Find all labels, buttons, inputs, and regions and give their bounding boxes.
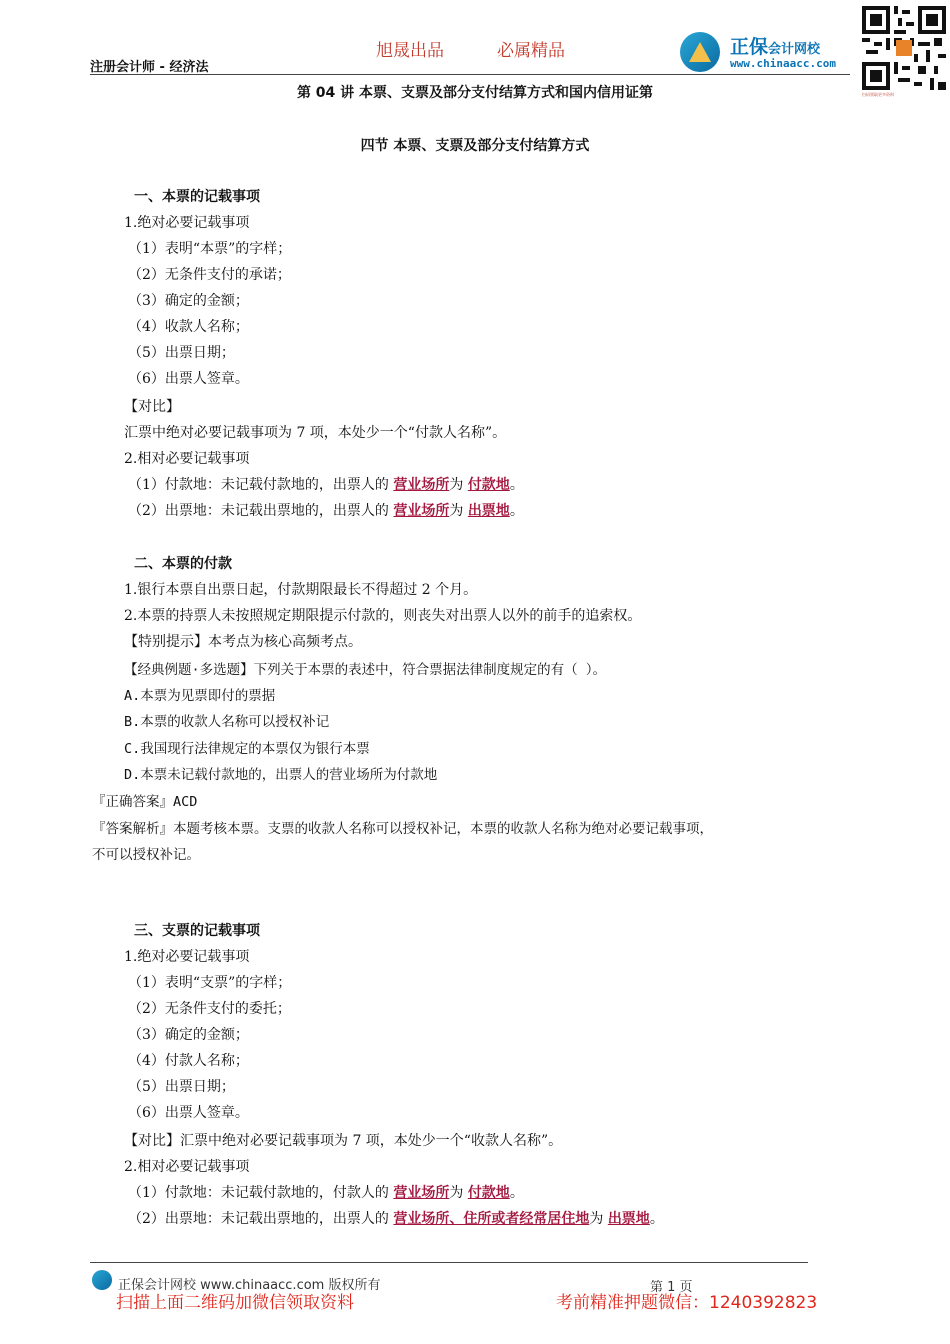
s2-p2: 2.本票的持票人未按照规定期限提示付款的，则丧失对出票人以外的前手的追索权。: [124, 608, 642, 624]
question-stem: 【经典例题·多选题】下列关于本票的表述中，符合票据法律制度规定的有（ ）。: [124, 662, 607, 678]
list-item: （2）无条件支付的委托；: [128, 1001, 291, 1017]
list-item: （4）付款人名称；: [128, 1053, 249, 1069]
s2-p3: 【特别提示】本考点为核心高频考点。: [124, 634, 362, 650]
option-c: C.我国现行法律规定的本票仅为银行本票: [124, 741, 370, 757]
logo-sub: 会计网校: [768, 42, 821, 57]
s3-relative-2: （2）出票地：未记载出票地的，出票人的 营业场所、住所或者经常居住地为 出票地。: [128, 1211, 664, 1227]
analysis-line-1: 『答案解析』本题考核本票。支票的收款人名称可以授权补记，本票的收款人名称为绝对必要记载事项，: [92, 821, 713, 837]
s1-sub2: 2.相对必要记载事项: [124, 451, 250, 467]
s1-heading: 一、本票的记载事项: [134, 189, 260, 205]
highlight-term: 营业场所: [393, 1185, 450, 1201]
footer-copyright: 正保会计网校 www.chinaacc.com 版权所有: [118, 1278, 381, 1293]
list-item: （1）表明“支票”的字样；: [128, 975, 292, 991]
footer-promo-left: 扫描上面二维码加微信领取资料: [116, 1293, 354, 1313]
footer-logo-icon: [92, 1270, 112, 1290]
s1-relative-2: （2）出票地：未记载出票地的，出票人的 营业场所为 出票地。: [128, 503, 524, 519]
s3-heading: 三、支票的记载事项: [134, 923, 260, 939]
list-item: （4）收款人名称；: [128, 319, 249, 335]
footer-divider: [90, 1262, 808, 1263]
list-item: （1）表明“本票”的字样；: [128, 241, 292, 257]
s1-sub1: 1.绝对必要记载事项: [124, 215, 250, 231]
logo-icon: [680, 32, 720, 72]
brand-logo: [680, 30, 860, 78]
logo-url: www.chinaacc.com: [730, 57, 836, 70]
highlight-term: 营业场所、住所或者经常居住地: [393, 1211, 590, 1227]
list-item: （3）确定的金额；: [128, 1027, 249, 1043]
highlight-term: 出票地: [467, 503, 510, 519]
option-d: D.本票未记载付款地的，出票人的营业场所为付款地: [124, 767, 438, 783]
page-number: 第 1 页: [650, 1280, 693, 1295]
list-item: （5）出票日期；: [128, 1079, 235, 1095]
s1-compare-text: 汇票中绝对必要记载事项为 7 项，本处少一个“付款人名称”。: [124, 425, 507, 441]
analysis-line-2: 不可以授权补记。: [92, 847, 200, 863]
s3-compare: 【对比】汇票中绝对必要记载事项为 7 项，本处少一个“收款人名称”。: [124, 1133, 563, 1149]
highlight-term: 付款地: [467, 477, 510, 493]
s2-p1: 1.银行本票自出票日起，付款期限最长不得超过 2 个月。: [124, 582, 478, 598]
logo-name: 正保: [730, 36, 769, 58]
qr-caption: 扫码领取更多资料: [862, 92, 894, 97]
s1-relative-1: （1）付款地：未记载付款地的，出票人的 营业场所为 付款地。: [128, 477, 524, 493]
s3-relative-1: （1）付款地：未记载付款地的，付款人的 营业场所为 付款地。: [128, 1185, 524, 1201]
highlight-term: 付款地: [467, 1185, 510, 1201]
qr-code-icon: [862, 6, 946, 90]
header-divider: [90, 74, 850, 75]
option-b: B.本票的收款人名称可以授权补记: [124, 714, 330, 730]
s3-sub1: 1.绝对必要记载事项: [124, 949, 250, 965]
lecture-title: 第 04 讲 本票、支票及部分支付结算方式和国内信用证第: [296, 85, 654, 101]
highlight-term: 营业场所: [393, 477, 450, 493]
s2-heading: 二、本票的付款: [134, 556, 232, 572]
list-item: （2）无条件支付的承诺；: [128, 267, 291, 283]
s3-sub2: 2.相对必要记载事项: [124, 1159, 250, 1175]
header-slogan-2: 必属精品: [497, 41, 565, 61]
list-item: （6）出票人签章。: [128, 1105, 249, 1121]
highlight-term: 出票地: [607, 1211, 650, 1227]
header-course-label: 注册会计师 - 经济法: [90, 60, 209, 75]
s1-compare-tag: 【对比】: [124, 399, 180, 415]
list-item: （5）出票日期；: [128, 345, 235, 361]
section-title: 四节 本票、支票及部分支付结算方式: [360, 138, 590, 154]
list-item: （3）确定的金额；: [128, 293, 249, 309]
highlight-term: 营业场所: [393, 503, 450, 519]
header-slogan-1: 旭晟出品: [376, 41, 444, 61]
footer-promo-right: 考前精准押题微信：1240392823: [556, 1293, 818, 1313]
list-item: （6）出票人签章。: [128, 371, 249, 387]
answer: 『正确答案』ACD: [92, 794, 198, 810]
option-a: A.本票为见票即付的票据: [124, 688, 276, 704]
